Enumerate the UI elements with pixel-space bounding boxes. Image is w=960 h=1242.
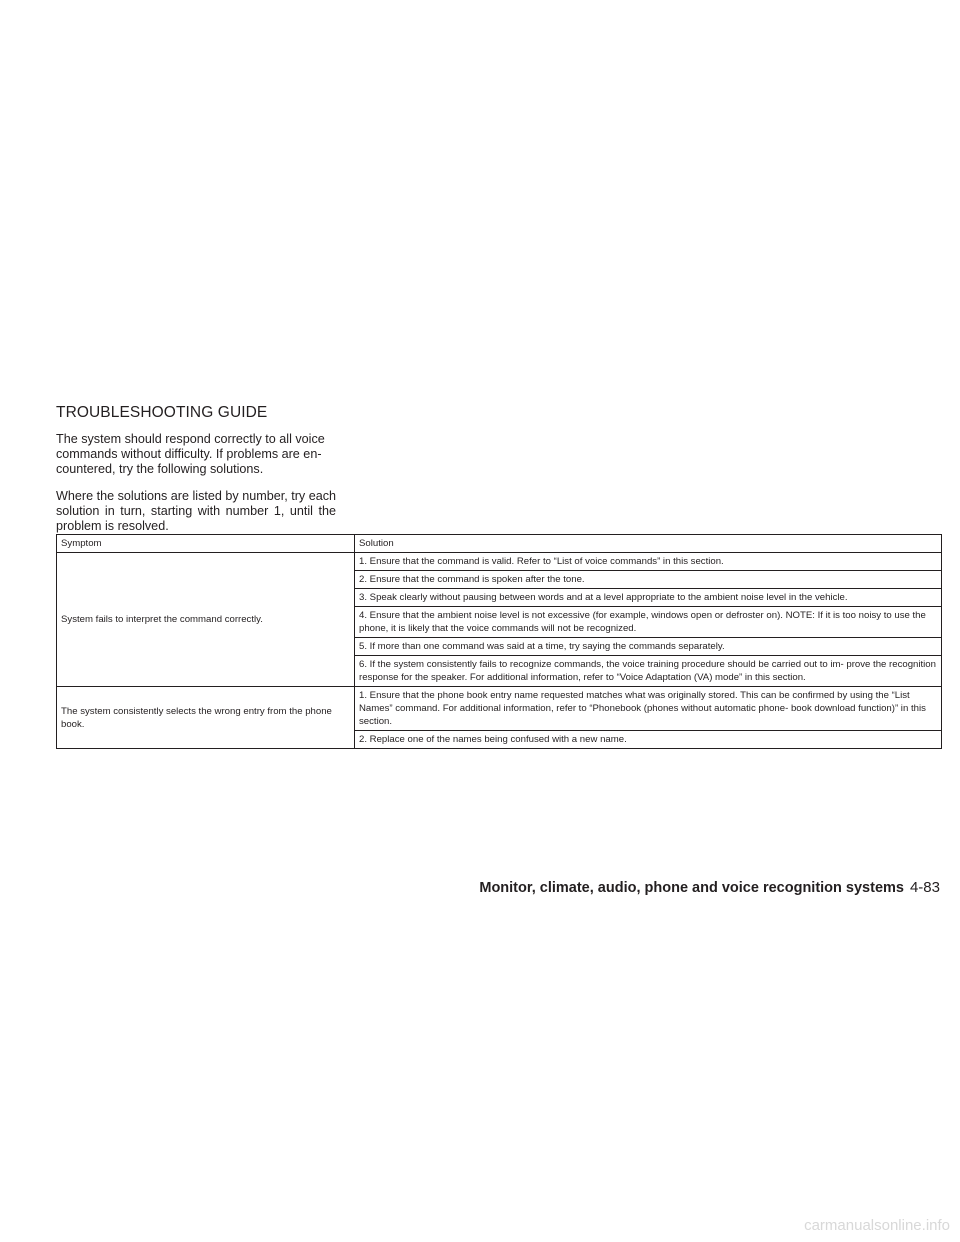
table-header-row bbox=[57, 535, 942, 553]
solution-cell: 6. If the system consistently fails to recognize commands, the voice training procedure should be carried out to im- prove the recognition response for the speaker. For additional information, refer to “Voice Adaptation (VA) mode” in this section. bbox=[355, 656, 942, 687]
section-heading: TROUBLESHOOTING GUIDE bbox=[56, 404, 268, 421]
instruction-paragraph: Where the solutions are listed by number, try each solution in turn, starting with number 1, until the problem is resolved. bbox=[56, 488, 337, 534]
solution-cell: 4. Ensure that the ambient noise level is not excessive (for example, windows open or defroster on). NOTE: If it is too noisy to use the phone, it is likely that the voice commands will not be recognized. bbox=[355, 607, 942, 638]
page-footer bbox=[479, 879, 940, 896]
solution-cell: 3. Speak clearly without pausing between words and at a level appropriate to the ambient noise level in the vehicle. bbox=[355, 589, 942, 607]
symptom-cell: The system consistently selects the wrong entry from the phone book. bbox=[57, 687, 355, 749]
solution-cell: 1. Ensure that the command is valid. Refer to “List of voice commands” in this section. bbox=[355, 553, 942, 571]
troubleshooting-table bbox=[56, 534, 942, 749]
solution-cell: 1. Ensure that the phone book entry name requested matches what was originally stored. This can be confirmed by using the “List Names” command. For additional information, refer to “Phonebook (phones without automatic phone- book download function)” in this section. bbox=[355, 687, 942, 731]
header-solution: Solution bbox=[355, 535, 942, 553]
symptom-cell: System fails to interpret the command correctly. bbox=[57, 553, 355, 687]
troubleshooting-section bbox=[56, 404, 336, 534]
table-row bbox=[57, 553, 942, 571]
watermark: carmanualsonline.info bbox=[804, 1217, 950, 1234]
solution-cell: 2. Ensure that the command is spoken after the tone. bbox=[355, 571, 942, 589]
table-row bbox=[57, 687, 942, 731]
intro-paragraph: The system should respond correctly to all voice commands without difficulty. If problems are en- countered, try the following solutions. bbox=[56, 432, 325, 477]
footer-title: Monitor, climate, audio, phone and voice recognition systems bbox=[479, 880, 904, 896]
header-symptom: Symptom bbox=[57, 535, 355, 553]
solution-cell: 5. If more than one command was said at a time, try saying the commands separately. bbox=[355, 638, 942, 656]
page-number: 4-83 bbox=[909, 879, 940, 896]
solution-cell: 2. Replace one of the names being confused with a new name. bbox=[355, 731, 942, 749]
